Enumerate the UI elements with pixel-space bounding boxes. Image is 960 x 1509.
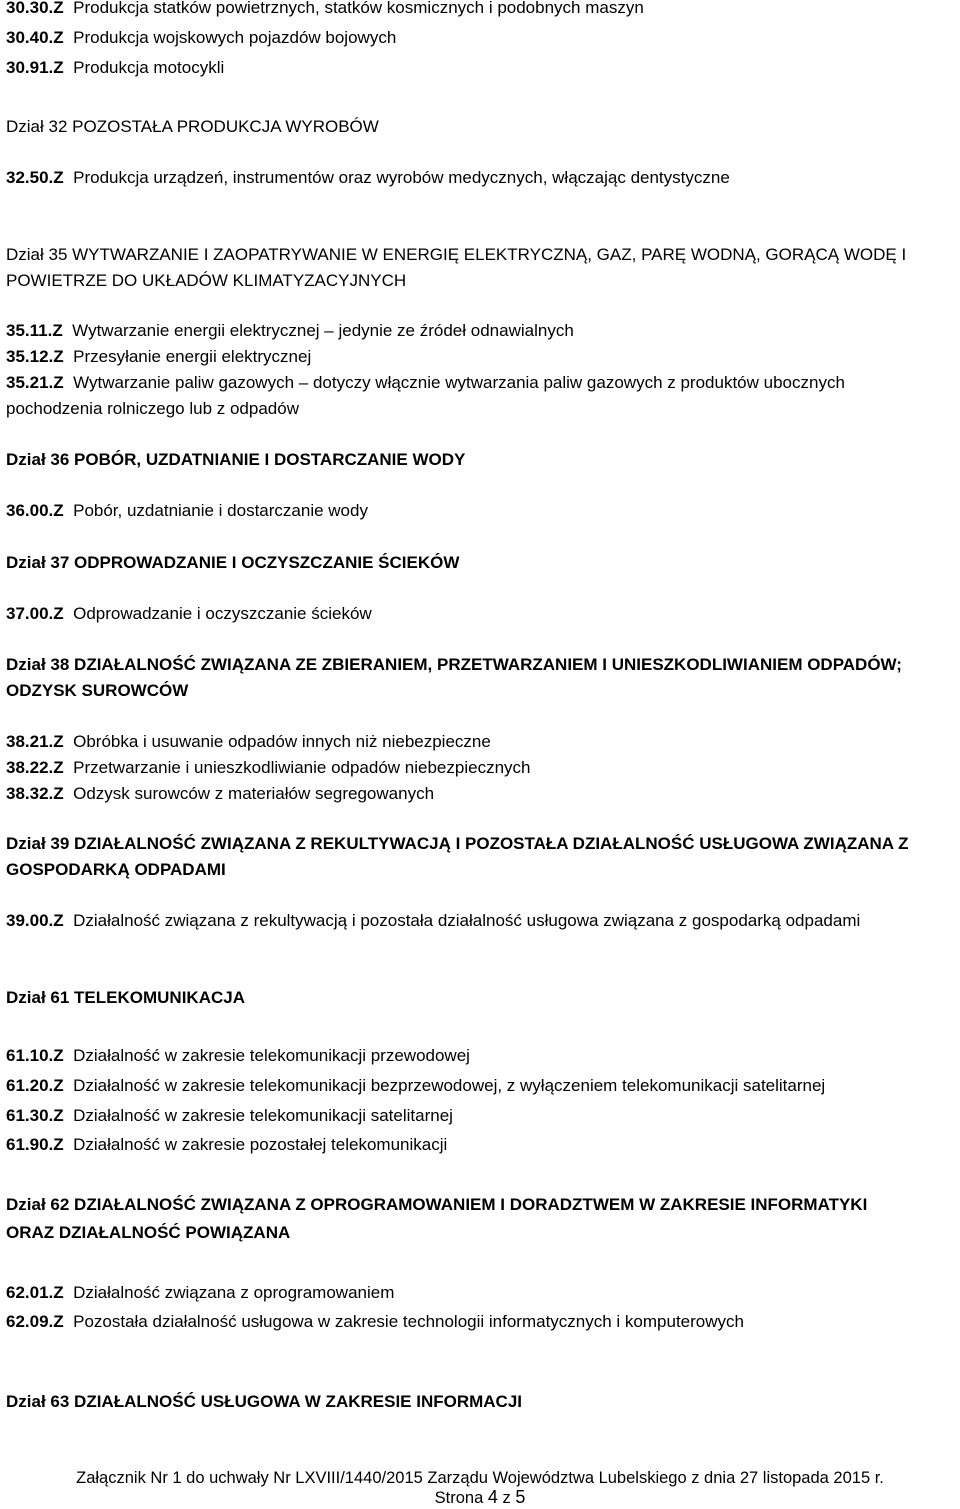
section-heading-dzial-36 bbox=[6, 449, 465, 471]
pkd-description: Wytwarzanie paliw gazowych – dotyczy włącznie wytwarzania paliw gazowych z produktów ubocznych bbox=[73, 373, 845, 392]
section-label: Dział 39 bbox=[6, 834, 70, 853]
pkd-code: 30.91.Z bbox=[6, 58, 64, 77]
pkd-description: Działalność w zakresie telekomunikacji satelitarnej bbox=[73, 1106, 453, 1125]
list-item bbox=[6, 372, 845, 394]
section-title-line2: ODZYSK SUROWCÓW bbox=[6, 681, 189, 700]
section-heading-dzial-37 bbox=[6, 552, 459, 574]
section-title-line1: DZIAŁALNOŚĆ ZWIĄZANA Z OPROGRAMOWANIEM I DORADZTWEM W ZAKRESIE INFORMATYKI bbox=[74, 1195, 868, 1214]
page-current: 4 bbox=[487, 1487, 498, 1507]
page-sep: z bbox=[502, 1489, 511, 1507]
section-title: DZIAŁALNOŚĆ USŁUGOWA W ZAKRESIE INFORMACJI bbox=[74, 1392, 523, 1411]
section-title: POBÓR, UZDATNIANIE I DOSTARCZANIE WODY bbox=[74, 450, 466, 469]
pkd-description: Działalność związana z oprogramowaniem bbox=[73, 1283, 395, 1302]
pkd-description: Działalność w zakresie pozostałej telekomunikacji bbox=[73, 1135, 448, 1154]
section-heading-dzial-38-cont bbox=[6, 680, 188, 702]
footer-attachment-text: Załącznik Nr 1 do uchwały Nr LXVIII/1440/2015 Zarządu Województwa Lubelskiego z dnia 27 listopada 2015 r. bbox=[76, 1469, 884, 1487]
pkd-code: 62.01.Z bbox=[6, 1283, 64, 1302]
section-label: Dział 38 bbox=[6, 655, 70, 674]
section-title-line1: DZIAŁALNOŚĆ ZWIĄZANA Z REKULTYWACJĄ I POZOSTAŁA DZIAŁALNOŚĆ USŁUGOWA ZWIĄZANA Z bbox=[74, 834, 909, 853]
pkd-code: 35.12.Z bbox=[6, 347, 64, 366]
pkd-description: Przesyłanie energii elektrycznej bbox=[73, 347, 312, 366]
pkd-description: Pobór, uzdatnianie i dostarczanie wody bbox=[73, 501, 368, 520]
list-item bbox=[6, 0, 644, 19]
list-item bbox=[6, 1311, 744, 1333]
list-item bbox=[6, 1075, 825, 1097]
pkd-description: Odzysk surowców z materiałów segregowanych bbox=[73, 784, 435, 803]
pkd-description: Działalność związana z rekultywacją i pozostała działalność usługowa związana z gospodarką odpadami bbox=[73, 911, 861, 930]
list-item bbox=[6, 57, 224, 79]
section-title-line2: POWIETRZE DO UKŁADÓW KLIMATYZACYJNYCH bbox=[6, 271, 407, 290]
page-number bbox=[0, 1487, 960, 1508]
pkd-code: 38.21.Z bbox=[6, 732, 64, 751]
pkd-description: Działalność w zakresie telekomunikacji przewodowej bbox=[73, 1046, 470, 1065]
pkd-code: 61.30.Z bbox=[6, 1106, 64, 1125]
pkd-description: Działalność w zakresie telekomunikacji bezprzewodowej, z wyłączeniem telekomunikacji satelitarnej bbox=[73, 1076, 826, 1095]
section-title: ODPROWADZANIE I OCZYSZCZANIE ŚCIEKÓW bbox=[74, 553, 460, 572]
pkd-description: Produkcja motocykli bbox=[73, 58, 225, 77]
section-label: Dział 61 bbox=[6, 988, 70, 1007]
section-heading-dzial-63 bbox=[6, 1391, 522, 1413]
section-heading-dzial-61 bbox=[6, 987, 245, 1009]
section-heading-dzial-62 bbox=[6, 1194, 867, 1216]
pkd-code: 38.22.Z bbox=[6, 758, 64, 777]
section-heading-dzial-35-cont bbox=[6, 270, 406, 292]
pkd-code: 32.50.Z bbox=[6, 168, 64, 187]
section-label: Dział 36 bbox=[6, 450, 70, 469]
list-item bbox=[6, 167, 730, 189]
pkd-description: Pozostała działalność usługowa w zakresie technologii informatycznych i komputerowych bbox=[73, 1312, 744, 1331]
pkd-code: 35.11.Z bbox=[6, 321, 63, 340]
pkd-description: Przetwarzanie i unieszkodliwianie odpadów niebezpiecznych bbox=[73, 758, 531, 777]
list-item bbox=[6, 500, 368, 522]
list-item bbox=[6, 910, 860, 932]
list-item bbox=[6, 1282, 394, 1304]
list-item bbox=[6, 757, 530, 779]
list-item bbox=[6, 731, 491, 753]
pkd-code: 38.32.Z bbox=[6, 784, 64, 803]
pkd-code: 37.00.Z bbox=[6, 604, 64, 623]
section-title-line1: DZIAŁALNOŚĆ ZWIĄZANA ZE ZBIERANIEM, PRZETWARZANIEM I UNIESZKODLIWIANIEM ODPADÓW; bbox=[74, 655, 902, 674]
page-total: 5 bbox=[515, 1487, 526, 1507]
list-item-cont bbox=[6, 398, 299, 420]
section-heading-dzial-39 bbox=[6, 833, 909, 855]
section-label: Dział 32 bbox=[6, 117, 68, 136]
section-label: Dział 62 bbox=[6, 1195, 70, 1214]
pkd-code: 61.20.Z bbox=[6, 1076, 64, 1095]
pkd-code: 36.00.Z bbox=[6, 501, 64, 520]
section-heading-dzial-62-cont bbox=[6, 1222, 290, 1244]
page-prefix: Strona bbox=[434, 1489, 484, 1507]
section-heading-dzial-39-cont bbox=[6, 859, 226, 881]
list-item bbox=[6, 603, 372, 625]
section-label: Dział 37 bbox=[6, 553, 70, 572]
list-item bbox=[6, 346, 311, 368]
pkd-code: 30.40.Z bbox=[6, 28, 64, 47]
section-title-line2: GOSPODARKĄ ODPADAMI bbox=[6, 860, 226, 879]
pkd-description: Produkcja wojskowych pojazdów bojowych bbox=[73, 28, 397, 47]
pkd-description: Obróbka i usuwanie odpadów innych niż niebezpieczne bbox=[73, 732, 491, 751]
pkd-description: Produkcja urządzeń, instrumentów oraz wyrobów medycznych, włączając dentystyczne bbox=[73, 168, 730, 187]
pkd-code: 35.21.Z bbox=[6, 373, 64, 392]
list-item bbox=[6, 320, 574, 342]
list-item bbox=[6, 1105, 453, 1127]
pkd-code: 61.10.Z bbox=[6, 1046, 64, 1065]
list-item bbox=[6, 1045, 470, 1067]
section-label: Dział 63 bbox=[6, 1392, 70, 1411]
section-title: TELEKOMUNIKACJA bbox=[74, 988, 245, 1007]
section-title-line1: Dział 35 WYTWARZANIE I ZAOPATRYWANIE W ENERGIĘ ELEKTRYCZNĄ, GAZ, PARĘ WODNĄ, GORĄCĄ WODĘ I bbox=[6, 245, 907, 264]
pkd-code: 30.30.Z bbox=[6, 0, 64, 17]
list-item bbox=[6, 1134, 447, 1156]
pkd-description-cont: pochodzenia rolniczego lub z odpadów bbox=[6, 399, 299, 418]
pkd-code: 61.90.Z bbox=[6, 1135, 64, 1154]
page-footer-note bbox=[0, 1468, 960, 1488]
pkd-description: Produkcja statków powietrznych, statków kosmicznych i podobnych maszyn bbox=[73, 0, 644, 17]
pkd-code: 39.00.Z bbox=[6, 911, 64, 930]
section-heading-dzial-35 bbox=[6, 244, 906, 266]
pkd-description: Odprowadzanie i oczyszczanie ścieków bbox=[73, 604, 372, 623]
pkd-code: 62.09.Z bbox=[6, 1312, 64, 1331]
section-title-line2: ORAZ DZIAŁALNOŚĆ POWIĄZANA bbox=[6, 1223, 291, 1242]
list-item bbox=[6, 783, 434, 805]
section-heading-dzial-32 bbox=[6, 116, 379, 138]
section-heading-dzial-38 bbox=[6, 654, 902, 676]
list-item bbox=[6, 27, 396, 49]
section-title: POZOSTAŁA PRODUKCJA WYROBÓW bbox=[72, 117, 379, 136]
pkd-description: Wytwarzanie energii elektrycznej – jedynie ze źródeł odnawialnych bbox=[72, 321, 574, 340]
